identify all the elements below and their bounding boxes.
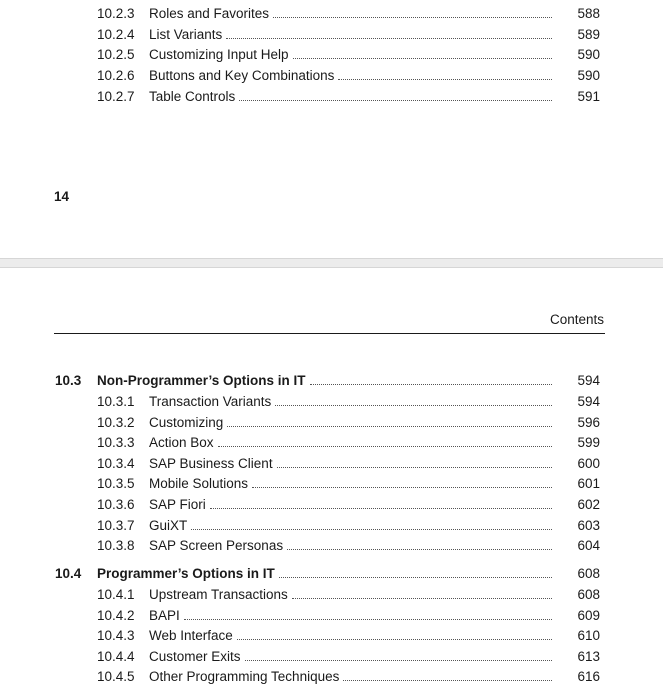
toc-entry-number: 10.3.3 [97,435,135,450]
toc-entry [97,627,600,645]
toc-entry-page: 599 [577,435,600,450]
dot-leader [239,88,552,101]
toc-entry-page: 609 [577,608,600,623]
toc-entry [97,88,600,106]
toc-entry [97,475,600,493]
toc-entry-number: 10.3.5 [97,476,135,491]
toc-entry-page: 590 [577,68,600,83]
toc-entry-title: Mobile Solutions [149,476,249,491]
toc-entry-page: 613 [577,649,600,664]
toc-entry [97,67,600,85]
toc-entry-number: 10.3.4 [97,456,135,471]
toc-entry-title: List Variants [149,27,223,42]
dot-leader [338,67,552,80]
dot-leader [191,517,552,530]
toc-entry-number: 10.4.5 [97,669,135,684]
toc-entry-title: Customizing Input Help [149,47,289,62]
toc-entry-title: Upstream Transactions [149,587,288,602]
dot-leader [279,565,552,578]
toc-entry-page: 594 [577,394,600,409]
toc-entry-title: SAP Screen Personas [149,538,284,553]
toc-entry-page: 604 [577,538,600,553]
dot-leader [343,668,552,681]
toc-entry-number: 10.2.6 [97,68,135,83]
toc-entry-page: 600 [577,456,600,471]
dot-leader [273,5,552,18]
toc-entry [97,414,600,432]
toc-entry [97,46,600,64]
toc-entry-page: 603 [577,518,600,533]
toc-entry-title: Table Controls [149,89,236,104]
toc-entry-page: 590 [577,47,600,62]
toc-section [55,372,600,390]
toc-entry [97,434,600,452]
toc-entry-page: 608 [577,587,600,602]
toc-entry-number: 10.4.2 [97,608,135,623]
toc-entry [97,668,600,686]
toc-section-number: 10.3 [55,373,82,388]
dot-leader [245,648,552,661]
toc-entry-page: 588 [577,6,600,21]
toc-entry-number: 10.4.4 [97,649,135,664]
toc-entry [97,648,600,666]
toc-section-page: 608 [577,566,600,581]
toc-entry [97,517,600,535]
toc-entry [97,537,600,555]
dot-leader [310,372,552,385]
toc-entry-page: 616 [577,669,600,684]
toc-entry-title: Customizing [149,415,224,430]
running-header: Contents [549,312,604,327]
toc-entry-title: BAPI [149,608,180,623]
toc-entry-title: Web Interface [149,628,233,643]
dot-leader [287,537,552,550]
toc-entry-number: 10.4.3 [97,628,135,643]
dot-leader [218,434,552,447]
toc-entry-page: 596 [577,415,600,430]
dot-leader [277,455,552,468]
dot-leader [226,26,552,39]
toc-entry [97,455,600,473]
toc-section-number: 10.4 [55,566,82,581]
toc-entry-page: 589 [577,27,600,42]
toc-entry-title: Roles and Favorites [149,6,270,21]
toc-section-page: 594 [577,373,600,388]
dot-leader [184,607,552,620]
toc-section-title: Programmer’s Options in IT [97,566,275,581]
toc-entry-number: 10.4.1 [97,587,135,602]
toc-entry-page: 610 [577,628,600,643]
toc-entry [97,586,600,604]
toc-entry-number: 10.3.1 [97,394,135,409]
dot-leader [292,586,552,599]
dot-leader [275,393,552,406]
toc-entry-title: SAP Business Client [149,456,273,471]
page-separator [0,258,663,268]
toc-entry-number: 10.3.6 [97,497,135,512]
toc-entry [97,26,600,44]
toc-entry-number: 10.3.8 [97,538,135,553]
toc-entry-number: 10.2.4 [97,27,135,42]
toc-entry [97,496,600,514]
toc-entry-page: 602 [577,497,600,512]
toc-entry-title: Other Programming Techniques [149,669,340,684]
dot-leader [252,475,552,488]
dot-leader [293,46,552,59]
toc-entry-page: 601 [577,476,600,491]
toc-entry-number: 10.2.5 [97,47,135,62]
dot-leader [210,496,552,509]
toc-entry-title: Buttons and Key Combinations [149,68,335,83]
toc-entry-title: Action Box [149,435,214,450]
toc-entry [97,607,600,625]
toc-section-title: Non-Programmer’s Options in IT [97,373,306,388]
toc-entry [97,393,600,411]
toc-entry-page: 591 [577,89,600,104]
page-number: 14 [54,189,70,204]
toc-entry-title: GuiXT [149,518,188,533]
toc-entry-title: Transaction Variants [149,394,272,409]
toc-entry-title: SAP Fiori [149,497,206,512]
toc-entry-number: 10.3.2 [97,415,135,430]
toc-entry-number: 10.2.7 [97,89,135,104]
toc-entry [97,5,600,23]
dot-leader [237,627,552,640]
toc-entry-number: 10.2.3 [97,6,135,21]
toc-entry-title: Customer Exits [149,649,241,664]
dot-leader [227,414,552,427]
toc-entry-number: 10.3.7 [97,518,135,533]
header-rule [54,333,605,334]
toc-section [55,565,600,583]
